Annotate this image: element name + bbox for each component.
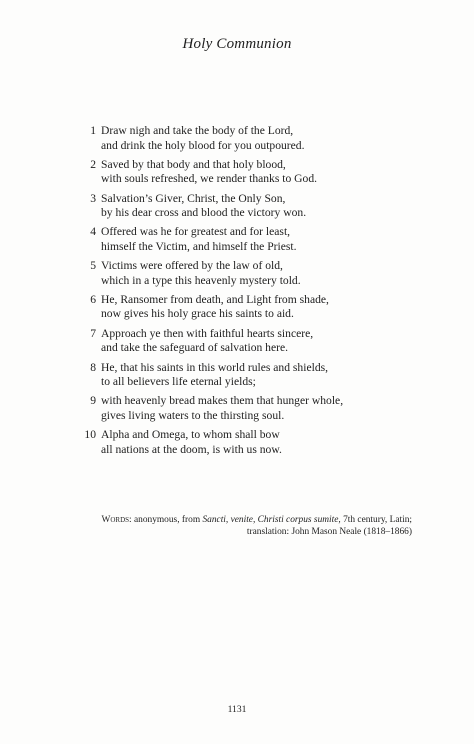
verse [78,361,438,395]
verse-number: 2 [90,157,96,171]
verse-line-2: gives living waters to the thirsting soul. [101,408,285,422]
verse-list [78,124,438,462]
verse [78,225,438,259]
verse-text [101,293,438,327]
verse-number: 5 [90,259,96,273]
verse-line-2: by his dear cross and blood the victory won. [101,206,307,220]
verse-number: 1 [90,124,96,137]
verse [78,192,438,226]
verse-line-2: to all believers life eternal yields; [101,375,256,389]
verse [78,327,438,361]
verse-line-1: Victims were offered by the law of old, [101,259,283,273]
verse-line-2: and take the safeguard of salvation here. [101,341,289,355]
verse-line-1: Salvation’s Giver, Christ, the Only Son, [101,191,286,205]
verse-line-1: Saved by that body and that holy blood, [101,157,286,171]
verse-text [101,192,438,226]
credits-source-title: Sancti, venite, Christi corpus sumite [202,515,339,525]
verse-line-1: with heavenly bread makes them that hunger whole, [101,394,344,408]
verse-text [101,124,438,158]
credits-prefix: : anonymous, from [129,515,203,525]
verse [78,428,438,462]
verse-line-2: himself the Victim, and himself the Priest. [101,239,297,253]
page-title: Holy Communion [182,36,292,52]
verse-number: 8 [90,360,96,374]
verse-text [101,158,438,192]
verse-line-2: now gives his holy grace his saints to aid. [101,307,294,321]
verse-text [101,225,438,259]
hymn-credits [72,514,412,539]
verse-number: 7 [90,326,96,340]
verse-number: 6 [90,292,96,306]
verse-line-2: with souls refreshed, we render thanks to God. [101,172,318,186]
verse-number: 9 [90,394,96,408]
verse [78,259,438,293]
verse-line-1: He, that his saints in this world rules and shields, [101,360,329,374]
verse-line-1: He, Ransomer from death, and Light from shade, [101,292,329,306]
verse-number: 4 [90,225,96,239]
credits-words-line [72,514,412,526]
verse-line-2: which in a type this heavenly mystery told. [101,273,301,287]
verse [78,394,438,428]
verse [78,124,438,158]
verse-number: 3 [90,191,96,205]
verse-text [101,428,438,462]
verse-text [101,394,438,428]
verse-line-1: Offered was he for greatest and for least, [101,225,291,239]
verse-text [101,361,438,395]
verse-line-1: Alpha and Omega, to whom shall bow [101,428,280,442]
credits-translation: translation: John Mason Neale (1818–1866) [246,527,412,538]
page-number: 1131 [227,704,247,715]
verse [78,293,438,327]
verse-line-2: all nations at the doom, is with us now. [101,442,282,456]
verse-line-1: Approach ye then with faithful hearts sincere, [101,326,314,340]
verse-line-2: and drink the holy blood for you outpoured. [101,138,305,152]
verse-number: 10 [84,428,96,442]
verse-text [101,327,438,361]
verse-line-1: Draw nigh and take the body of the Lord, [101,124,294,137]
credits-suffix: , 7th century, Latin; [338,515,412,525]
verse-text [101,259,438,293]
credits-label: Words [101,515,130,525]
verse [78,158,438,192]
